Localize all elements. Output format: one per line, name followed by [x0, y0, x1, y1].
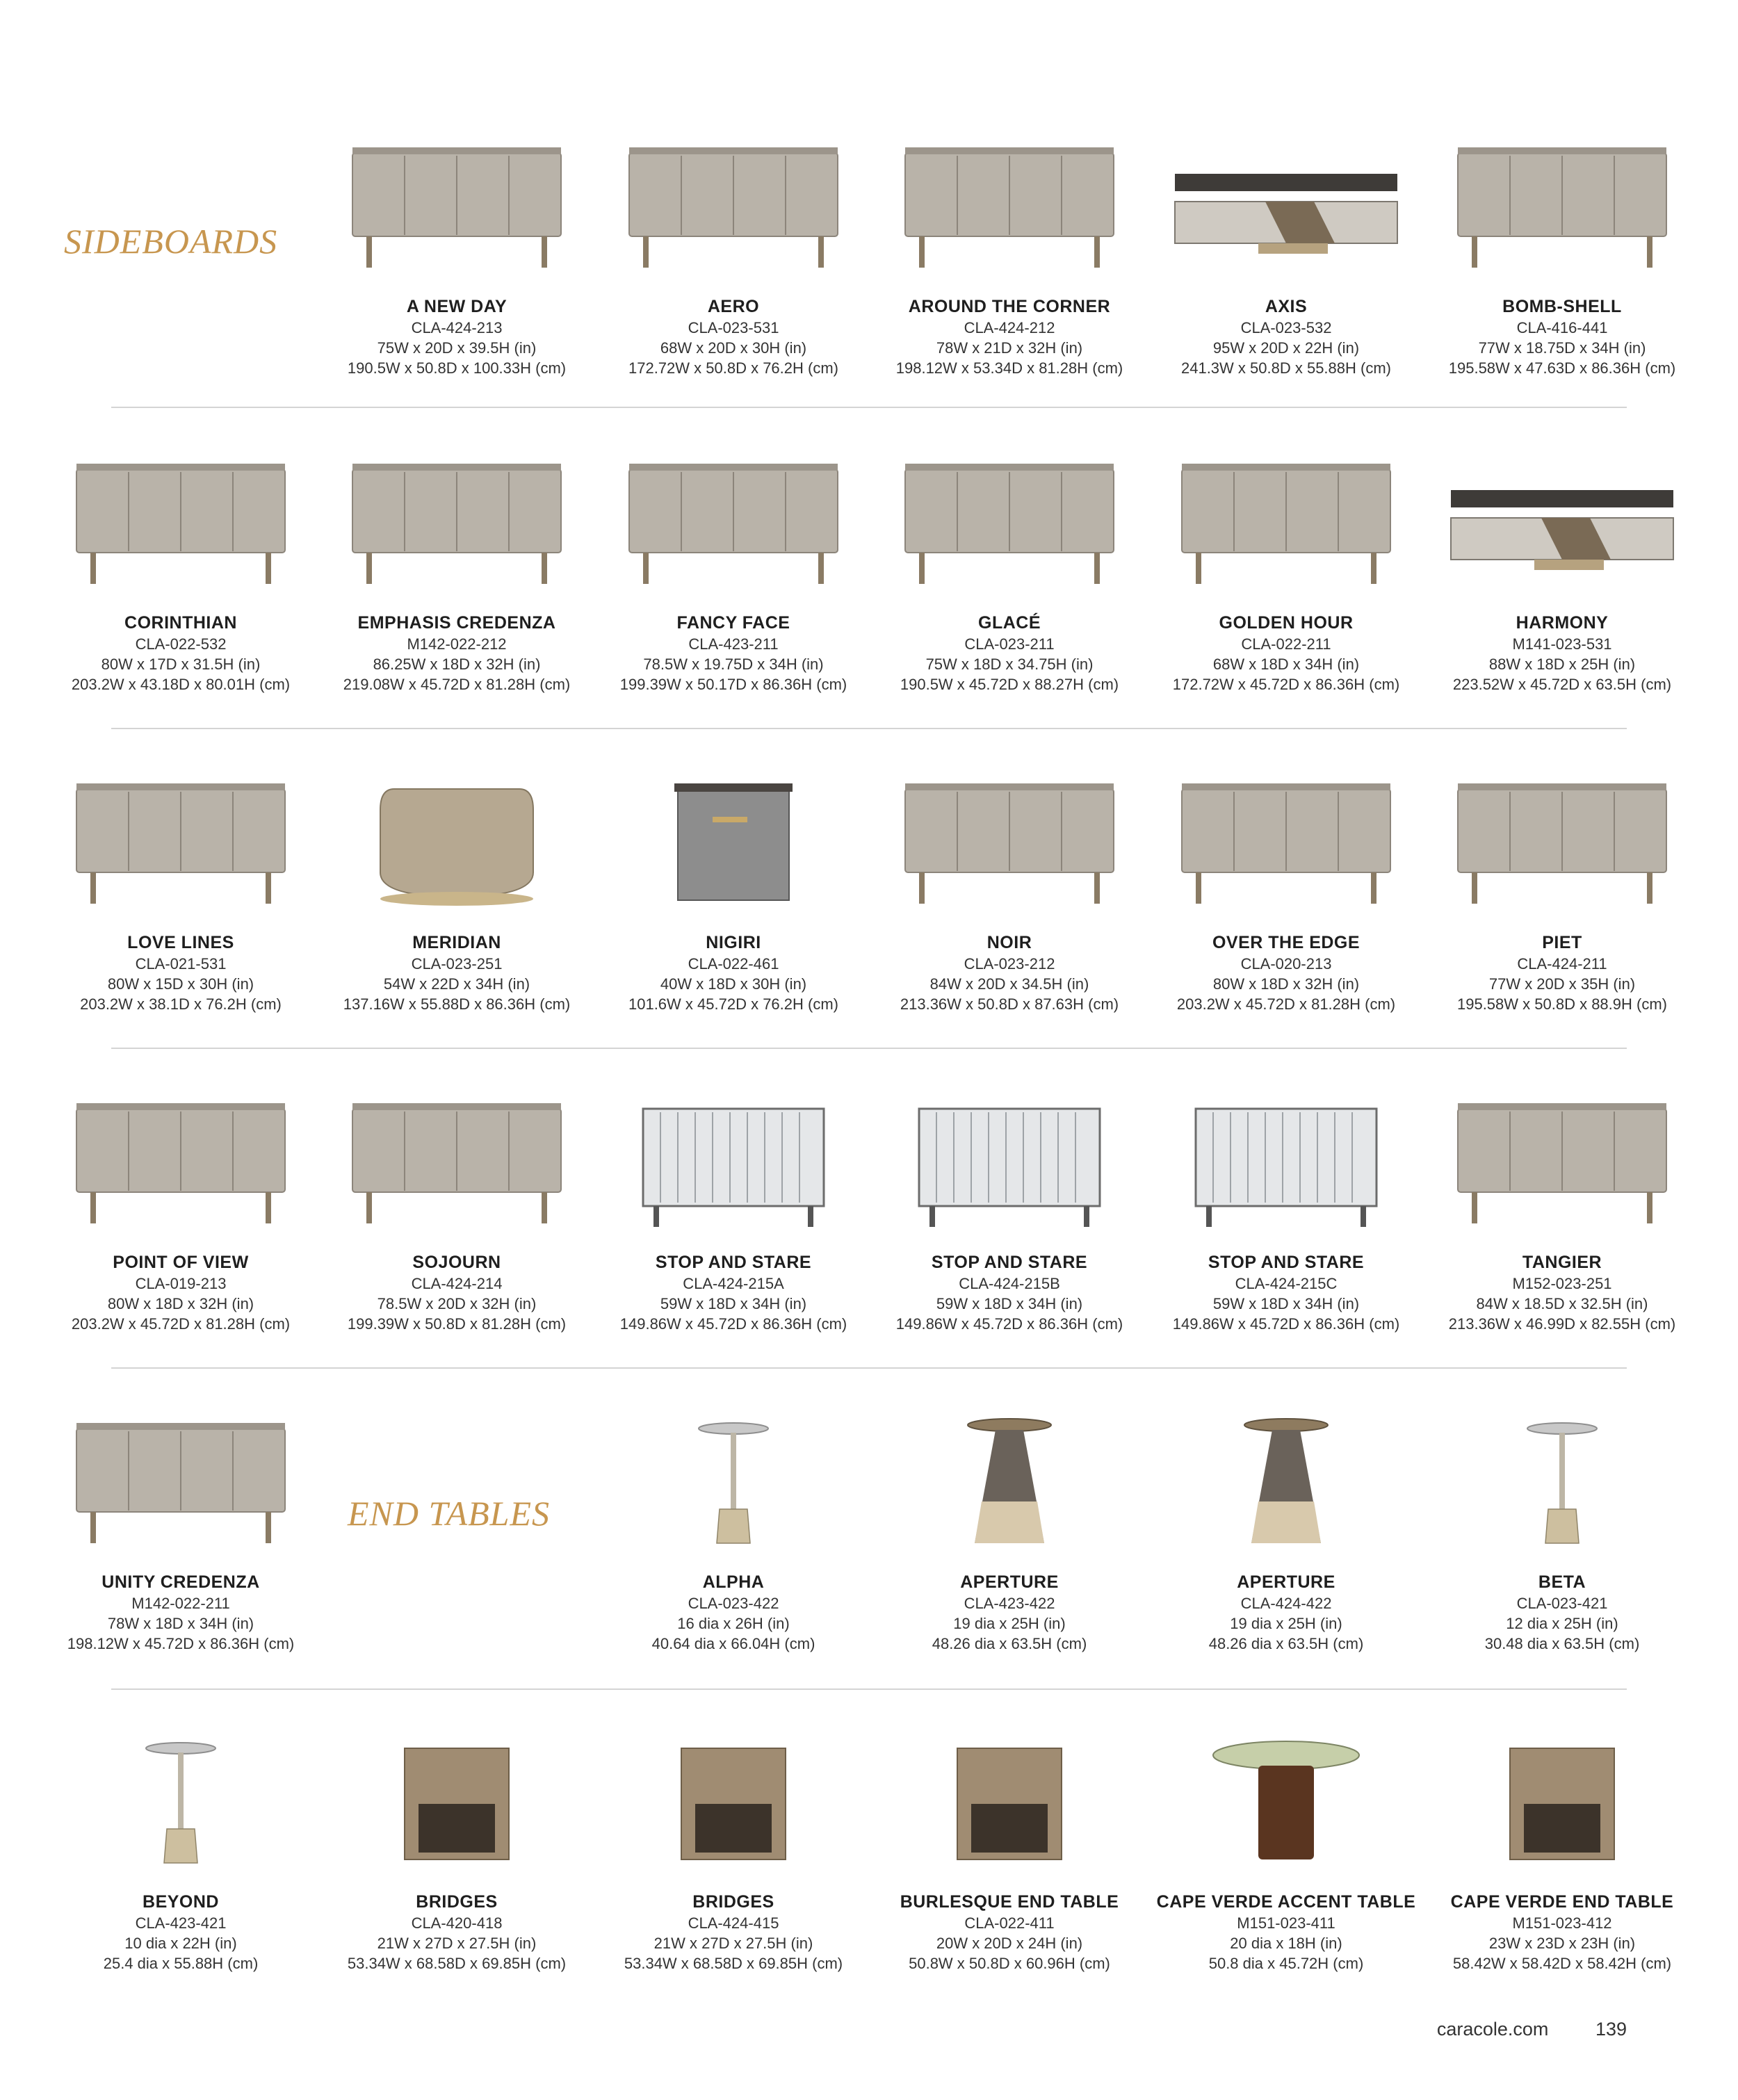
dimensions-cm: 199.39W x 50.8D x 81.28H (cm) — [347, 1315, 567, 1333]
product-name: FANCY FACE — [676, 613, 790, 633]
dimensions-in: 77W x 18.75D x 34H (in) — [1478, 339, 1646, 357]
dimensions-in: 86.25W x 18D x 32H (in) — [373, 656, 541, 673]
row-divider — [111, 1367, 1627, 1369]
product-name: NIGIRI — [706, 933, 761, 952]
media-console-icon — [1154, 132, 1418, 278]
product-sku: CLA-022-211 — [1241, 635, 1331, 653]
product-name: EMPHASIS CREDENZA — [357, 613, 556, 633]
dimensions-in: 68W x 20D x 30H (in) — [660, 339, 807, 357]
product-name: APERTURE — [960, 1572, 1059, 1592]
product-name: AROUND THE CORNER — [908, 297, 1111, 316]
product-sku: CLA-423-211 — [688, 635, 779, 653]
dimensions-in: 84W x 18.5D x 32.5H (in) — [1476, 1295, 1648, 1312]
product-card[interactable] — [49, 1088, 313, 1334]
product-card[interactable] — [325, 768, 589, 1014]
product-name: GOLDEN HOUR — [1219, 613, 1354, 633]
row-divider — [111, 1688, 1627, 1690]
dimensions-in: 80W x 18D x 32H (in) — [107, 1295, 254, 1312]
row-divider — [111, 407, 1627, 408]
dimensions-cm: 241.3W x 50.8D x 55.88H (cm) — [1180, 359, 1391, 377]
product-name: MERIDIAN — [412, 933, 501, 952]
product-name: CAPE VERDE ACCENT TABLE — [1156, 1892, 1416, 1912]
row-divider — [111, 728, 1627, 729]
glass-cabinet-icon — [1154, 1088, 1418, 1234]
product-card[interactable] — [325, 1727, 589, 1973]
dimensions-cm: 203.2W x 43.18D x 80.01H (cm) — [71, 676, 291, 693]
product-name: BURLESQUE END TABLE — [900, 1892, 1119, 1912]
product-card[interactable] — [1430, 768, 1694, 1014]
media-console-icon — [1430, 448, 1694, 594]
dimensions-cm: 25.4 dia x 55.88H (cm) — [103, 1955, 259, 1972]
product-card[interactable] — [877, 448, 1142, 694]
dimensions-in: 16 dia x 26H (in) — [677, 1615, 790, 1632]
sideboard-icon — [325, 1088, 589, 1234]
product-sku: M141-023-531 — [1512, 635, 1612, 653]
product-sku: CLA-424-211 — [1517, 955, 1607, 972]
sideboard-icon — [49, 1088, 313, 1234]
sideboard-icon — [325, 132, 589, 278]
section-title-end-tables: END TABLES — [348, 1494, 551, 1533]
dimensions-cm: 48.26 dia x 63.5H (cm) — [932, 1635, 1087, 1652]
end-table-icon — [1430, 1727, 1694, 1873]
product-name: HARMONY — [1516, 613, 1609, 633]
product-card[interactable] — [1154, 1408, 1418, 1654]
product-card[interactable] — [325, 1088, 589, 1334]
dimensions-in: 23W x 23D x 23H (in) — [1488, 1935, 1636, 1952]
product-name: BOMB-SHELL — [1502, 297, 1622, 316]
product-sku: M142-022-211 — [131, 1595, 230, 1612]
dimensions-in: 78W x 21D x 32H (in) — [936, 339, 1083, 357]
dimensions-in: 10 dia x 22H (in) — [124, 1935, 237, 1952]
product-sku: M152-023-251 — [1512, 1275, 1612, 1292]
pedestal-table-icon — [601, 1408, 866, 1554]
product-sku: CLA-022-532 — [135, 635, 227, 653]
pedestal-table-icon — [49, 1727, 313, 1873]
dimensions-in: 19 dia x 25H (in) — [953, 1615, 1066, 1632]
product-sku: CLA-424-214 — [411, 1275, 503, 1292]
dimensions-in: 40W x 18D x 30H (in) — [660, 975, 807, 993]
product-card[interactable] — [325, 448, 589, 694]
drum-table-icon — [1154, 1727, 1418, 1873]
product-card[interactable] — [49, 1727, 313, 1973]
dimensions-in: 21W x 27D x 27.5H (in) — [653, 1935, 813, 1952]
product-sku: CLA-424-215A — [683, 1275, 784, 1292]
dimensions-in: 20 dia x 18H (in) — [1230, 1935, 1342, 1952]
product-sku: CLA-022-461 — [688, 955, 779, 972]
dimensions-cm: 198.12W x 53.34D x 81.28H (cm) — [895, 359, 1123, 377]
row-divider — [111, 1048, 1627, 1049]
dimensions-in: 75W x 18D x 34.75H (in) — [925, 656, 1094, 673]
sideboard-icon — [877, 132, 1142, 278]
page-footer — [1437, 2019, 1627, 2040]
product-name: STOP AND STARE — [931, 1253, 1088, 1272]
dimensions-in: 88W x 18D x 25H (in) — [1488, 656, 1636, 673]
dimensions-cm: 172.72W x 45.72D x 86.36H (cm) — [1172, 676, 1400, 693]
sideboard-icon — [49, 768, 313, 914]
dimensions-cm: 53.34W x 68.58D x 69.85H (cm) — [347, 1955, 567, 1972]
section-title-sideboards: SIDEBOARDS — [64, 222, 278, 261]
product-sku: CLA-424-422 — [1240, 1595, 1332, 1612]
sideboard-icon — [49, 1408, 313, 1554]
product-name: CAPE VERDE END TABLE — [1450, 1892, 1674, 1912]
product-card[interactable] — [1430, 1727, 1694, 1973]
website-link[interactable]: caracole.com — [1436, 2019, 1549, 2040]
product-card[interactable] — [877, 132, 1142, 378]
dimensions-in: 77W x 20D x 35H (in) — [1488, 975, 1636, 993]
dimensions-cm: 137.16W x 55.88D x 86.36H (cm) — [343, 995, 571, 1013]
product-sku: CLA-423-421 — [135, 1914, 227, 1932]
dimensions-cm: 101.6W x 45.72D x 76.2H (cm) — [628, 995, 838, 1013]
dimensions-cm: 149.86W x 45.72D x 86.36H (cm) — [1172, 1315, 1400, 1333]
product-sku: CLA-023-421 — [1516, 1595, 1608, 1612]
sideboard-icon — [877, 768, 1142, 914]
dimensions-cm: 213.36W x 46.99D x 82.55H (cm) — [1448, 1315, 1676, 1333]
dimensions-in: 78.5W x 20D x 32H (in) — [377, 1295, 537, 1312]
sideboard-icon — [49, 448, 313, 594]
product-name: ALPHA — [702, 1572, 765, 1592]
dimensions-in: 75W x 20D x 39.5H (in) — [377, 339, 537, 357]
sideboard-icon — [325, 448, 589, 594]
product-sku: M142-022-212 — [407, 635, 507, 653]
dimensions-cm: 219.08W x 45.72D x 81.28H (cm) — [343, 676, 571, 693]
product-card[interactable] — [877, 1408, 1142, 1654]
product-sku: CLA-020-213 — [1240, 955, 1332, 972]
product-name: SOJOURN — [412, 1253, 501, 1272]
product-card[interactable] — [601, 448, 866, 694]
product-card[interactable] — [1430, 1088, 1694, 1334]
product-card[interactable] — [49, 768, 313, 1014]
product-card[interactable] — [877, 1088, 1142, 1334]
product-card[interactable] — [1430, 448, 1694, 694]
product-sku: CLA-424-215B — [959, 1275, 1060, 1292]
product-name: STOP AND STARE — [655, 1253, 812, 1272]
product-name: A NEW DAY — [406, 297, 507, 316]
product-sku: CLA-023-532 — [1240, 319, 1332, 336]
product-card[interactable] — [1154, 1727, 1418, 1973]
product-name: NOIR — [986, 933, 1032, 952]
dimensions-cm: 149.86W x 45.72D x 86.36H (cm) — [895, 1315, 1123, 1333]
dimensions-in: 59W x 18D x 34H (in) — [660, 1295, 807, 1312]
dimensions-cm: 190.5W x 50.8D x 100.33H (cm) — [347, 359, 567, 377]
dimensions-in: 19 dia x 25H (in) — [1230, 1615, 1342, 1632]
product-name: BEYOND — [143, 1892, 219, 1912]
product-sku: CLA-420-418 — [411, 1914, 503, 1932]
product-card[interactable] — [601, 1408, 866, 1654]
end-table-icon — [601, 1727, 866, 1873]
cone-table-icon — [877, 1408, 1142, 1554]
dimensions-in: 84W x 20D x 34.5H (in) — [929, 975, 1089, 993]
sideboard-icon — [1154, 448, 1418, 594]
product-name: BRIDGES — [692, 1892, 774, 1912]
product-name: GLACÉ — [978, 613, 1041, 633]
product-card[interactable] — [1430, 1408, 1694, 1654]
dimensions-in: 20W x 20D x 24H (in) — [936, 1935, 1083, 1952]
product-card[interactable] — [601, 132, 866, 378]
dimensions-cm: 213.36W x 50.8D x 87.63H (cm) — [900, 995, 1119, 1013]
demilune-cabinet-icon — [325, 768, 589, 914]
product-card[interactable] — [601, 1088, 866, 1334]
dimensions-cm: 199.39W x 50.17D x 86.36H (cm) — [619, 676, 847, 693]
product-sku: CLA-023-251 — [411, 955, 503, 972]
product-card[interactable] — [49, 448, 313, 694]
product-card[interactable] — [325, 132, 589, 378]
product-card[interactable] — [877, 768, 1142, 1014]
dimensions-in: 78.5W x 19.75D x 34H (in) — [643, 656, 824, 673]
end-table-icon — [325, 1727, 589, 1873]
dimensions-cm: 223.52W x 45.72D x 63.5H (cm) — [1452, 676, 1672, 693]
dimensions-in: 54W x 22D x 34H (in) — [383, 975, 530, 993]
product-sku: M151-023-411 — [1237, 1914, 1335, 1932]
dimensions-cm: 58.42W x 58.42D x 58.42H (cm) — [1452, 1955, 1672, 1972]
dimensions-in: 68W x 18D x 34H (in) — [1212, 656, 1360, 673]
product-sku: CLA-424-415 — [688, 1914, 779, 1932]
product-name: BRIDGES — [416, 1892, 498, 1912]
dimensions-in: 12 dia x 25H (in) — [1506, 1615, 1618, 1632]
dimensions-cm: 48.26 dia x 63.5H (cm) — [1208, 1635, 1364, 1652]
product-name: BETA — [1538, 1572, 1586, 1592]
dimensions-in: 80W x 17D x 31.5H (in) — [101, 656, 261, 673]
chest-icon — [601, 768, 866, 914]
sideboard-icon — [1430, 132, 1694, 278]
product-name: OVER THE EDGE — [1212, 933, 1361, 952]
dimensions-in: 21W x 27D x 27.5H (in) — [377, 1935, 537, 1952]
glass-cabinet-icon — [601, 1088, 866, 1234]
product-card[interactable] — [1154, 768, 1418, 1014]
dimensions-cm: 53.34W x 68.58D x 69.85H (cm) — [624, 1955, 843, 1972]
product-name: POINT OF VIEW — [113, 1253, 249, 1272]
product-sku: CLA-022-411 — [964, 1914, 1055, 1932]
product-card[interactable] — [1430, 132, 1694, 378]
dimensions-in: 78W x 18D x 34H (in) — [107, 1615, 254, 1632]
dimensions-in: 59W x 18D x 34H (in) — [1212, 1295, 1360, 1312]
pedestal-table-icon — [1430, 1408, 1694, 1554]
page-number: 139 — [1595, 2019, 1627, 2040]
glass-cabinet-icon — [877, 1088, 1142, 1234]
dimensions-cm: 40.64 dia x 66.04H (cm) — [651, 1635, 815, 1652]
product-sku: CLA-424-213 — [411, 319, 503, 336]
cone-table-icon — [1154, 1408, 1418, 1554]
product-sku: CLA-424-212 — [964, 319, 1055, 336]
product-sku: CLA-424-215C — [1235, 1275, 1338, 1292]
product-name: PIET — [1542, 933, 1582, 952]
dimensions-cm: 50.8 dia x 45.72H (cm) — [1208, 1955, 1364, 1972]
sideboard-icon — [1430, 1088, 1694, 1234]
product-card[interactable] — [877, 1727, 1142, 1973]
product-sku: CLA-019-213 — [135, 1275, 227, 1292]
dimensions-in: 80W x 18D x 32H (in) — [1212, 975, 1360, 993]
dimensions-cm: 203.2W x 45.72D x 81.28H (cm) — [71, 1315, 291, 1333]
dimensions-in: 95W x 20D x 22H (in) — [1212, 339, 1360, 357]
dimensions-cm: 172.72W x 50.8D x 76.2H (cm) — [628, 359, 838, 377]
product-name: AXIS — [1265, 297, 1308, 316]
dimensions-in: 80W x 15D x 30H (in) — [107, 975, 254, 993]
dimensions-cm: 195.58W x 50.8D x 88.9H (cm) — [1456, 995, 1667, 1013]
dimensions-cm: 203.2W x 45.72D x 81.28H (cm) — [1176, 995, 1396, 1013]
product-sku: CLA-023-422 — [688, 1595, 779, 1612]
product-name: AERO — [707, 297, 760, 316]
product-sku: CLA-023-531 — [688, 319, 779, 336]
sideboard-icon — [601, 448, 866, 594]
sideboard-icon — [1430, 768, 1694, 914]
end-table-icon — [877, 1727, 1142, 1873]
product-card[interactable] — [1154, 132, 1418, 378]
dimensions-cm: 149.86W x 45.72D x 86.36H (cm) — [619, 1315, 847, 1333]
sideboard-icon — [1154, 768, 1418, 914]
sideboard-icon — [877, 448, 1142, 594]
product-card[interactable] — [49, 1408, 313, 1654]
product-card[interactable] — [1154, 1088, 1418, 1334]
product-sku: CLA-023-212 — [964, 955, 1055, 972]
dimensions-cm: 198.12W x 45.72D x 86.36H (cm) — [67, 1635, 295, 1652]
product-card[interactable] — [1154, 448, 1418, 694]
sideboard-icon — [601, 132, 866, 278]
product-sku: CLA-021-531 — [135, 955, 227, 972]
product-card[interactable] — [601, 1727, 866, 1973]
product-sku: CLA-023-211 — [964, 635, 1055, 653]
product-sku: CLA-416-441 — [1516, 319, 1608, 336]
dimensions-cm: 30.48 dia x 63.5H (cm) — [1484, 1635, 1640, 1652]
dimensions-cm: 203.2W x 38.1D x 76.2H (cm) — [80, 995, 282, 1013]
product-name: CORINTHIAN — [124, 613, 237, 633]
product-name: TANGIER — [1522, 1253, 1602, 1272]
product-name: LOVE LINES — [127, 933, 234, 952]
dimensions-in: 59W x 18D x 34H (in) — [936, 1295, 1083, 1312]
product-sku: CLA-423-422 — [964, 1595, 1055, 1612]
dimensions-cm: 190.5W x 45.72D x 88.27H (cm) — [900, 676, 1119, 693]
dimensions-cm: 50.8W x 50.8D x 60.96H (cm) — [909, 1955, 1110, 1972]
product-name: STOP AND STARE — [1208, 1253, 1365, 1272]
dimensions-cm: 195.58W x 47.63D x 86.36H (cm) — [1448, 359, 1676, 377]
product-name: APERTURE — [1237, 1572, 1335, 1592]
product-card[interactable] — [601, 768, 866, 1014]
product-name: UNITY CREDENZA — [101, 1572, 260, 1592]
product-sku: M151-023-412 — [1512, 1914, 1612, 1932]
